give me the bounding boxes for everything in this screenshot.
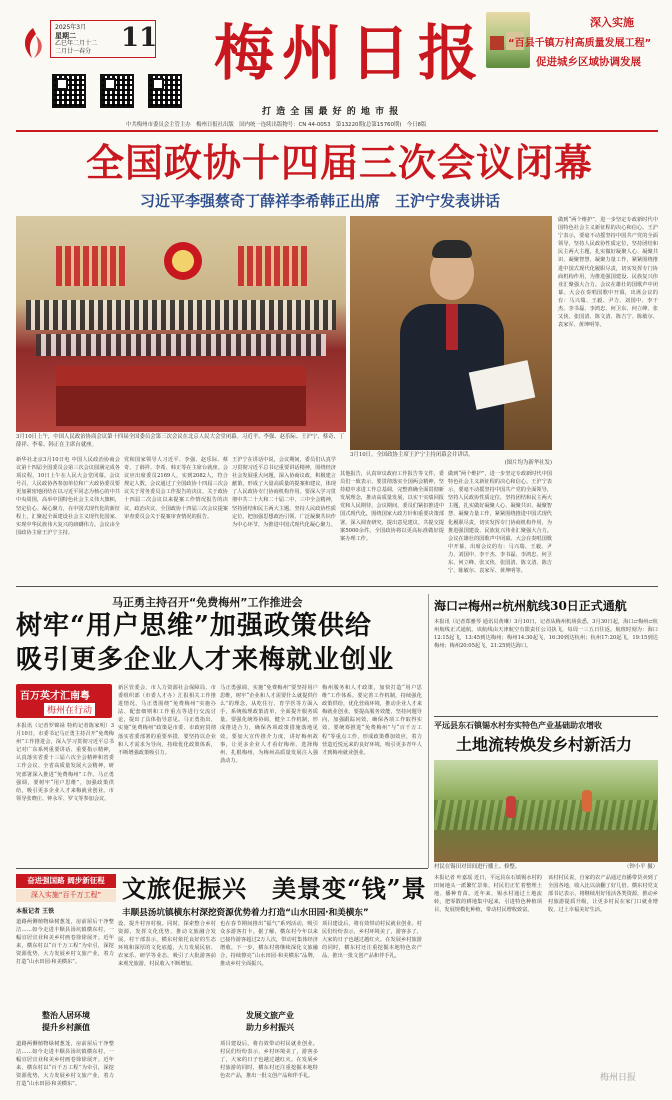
story5-badge-title: 奋进强国路 阔步新征程	[16, 874, 116, 888]
masthead	[16, 12, 658, 130]
story5-side-title-2	[228, 1010, 312, 1034]
lead-photo-caption-left: 3月10日上午，中国人民政治协商会议第十四届全国委员会第三次会议在北京人民大会堂闭幕。习近平、李强、赵乐际、王沪宁、蔡奇、丁薛祥、李希、韩正在主席台就座。	[16, 434, 345, 448]
section-rule-3	[16, 868, 428, 869]
story2-badge-sub: 梅州在行动	[44, 703, 95, 716]
slogan: 打 造 全 国 最 好 的 地 市 报	[262, 107, 400, 117]
story4-column-2: 该村村民说，自家的农产品通过直播带货卖到了全国各地，收入比以前翻了好几倍。横东村党支部书记表示，将继续用好用活各类资源，推动乡村旅游提质升级，让更多村民在家门口就业增收，过上幸福美好生活。	[548, 875, 658, 914]
story5-side-title-line-3: 发展文旅产业	[246, 1011, 294, 1020]
story4-column-1: 本报记者 叶嘉瑶 近日，平远县东石镇锡水村的田间地头一派繁忙景象，村民们正忙着整理土地、播种育苗。近年来，锡水村通过土地流转，把零散的耕地集中起来，引进特色种植项目，发展规模化种植，带动村民增收致富。	[434, 875, 542, 914]
story5-column-3b: 项目建设后，将有效带动村民就业创业。村民们纷纷表示，乡村环境美了，游客多了，大家的日子也越过越红火。在发展乡村旅游的同时，横东村还注重挖掘本地特色农产品，推出一批文创产品和伴手礼。	[220, 1041, 318, 1080]
lead-column-2: 党和国家领导人习近平、李强、赵乐际、蔡奇、丁薛祥、李希、韩正等在主席台就座。会议应出席委员2169人，实到2082人，符合规定人数。会议通过了全国政协十四届三次会议关于常务委员会工作报告的决议、关于政协十四届二次会议以来提案工作情况报告的决议、政治决议、全国政协十四届三次会议提案审查委员会关于提案审查情况的报告。	[124, 457, 228, 520]
lead-column-side: 做到“两个维护”，进一步坚定专政新时代中国特色社会主义新征程的决心和信心。王沪宁表示，要毫不动摇坚持中国共产党的全面领导，坚持人民政协性质定位，坚持团结和民主两大主题，扎实做好凝聚人心、凝聚共识、凝聚智慧、凝聚力量工作，紧紧围绕推进中国式现代化履职尽责，切实发挥专门协商机构作用，为推进强国建设、民族复兴伟业汇聚强大合力。会议在雄壮的国歌声中闭幕。大会在奏唱国歌中开幕，出席会议的有：马兴瑞、王毅、尹力、刘国中、李干杰、李书磊、李鸿忠、何卫东、何立峰、张又侠、张国清、陈文清、陈吉宁、陈敏尔、袁家军、黄坤明等。	[558, 217, 658, 329]
story4-kicker: 平远县东石镇锡水村夯实特色产业基础助农增收	[434, 721, 602, 730]
story2-headline-1: 树牢“用户思维”加强政策供给	[16, 611, 372, 641]
info-line: 中共梅州市委员会主管主办 梅州日报社出版 国内统一连续出版物号：CN 44-0053 第13220期(总第15760期) 今日8版	[126, 122, 427, 128]
story3-body: 本报讯（记者郑雅琴 通讯员黄琳）3月10日，记者从梅州机场获悉，3月30日起，海口⇄梅州⇄杭州航线正式通航。该航线由天津航空有限责任公司执飞，每周一三五日往返。航班时刻为：海口12:15起飞，13:45到达梅州；梅州14:30起飞，16:30到达杭州；杭州17:20起飞，19:15到达梅州；梅州20:05起飞，21:25到达海口。	[434, 619, 658, 650]
story5-byline: 本报记者 王铁	[16, 908, 55, 915]
lead-column-3: 王沪宁在讲话中说，会议期间，委员们认真学习贯彻习近平总书记重要讲话精神，围绕经济社会发展重大问题，深入协商议政，积极建言献策，形成了大量高质量的提案和建议，体现了人民政协专门协商机构作用。要深入学习贯彻中共二十大和二十届二中、三中全会精神，坚持团结和民主两大主题，坚持人民政协性质定位，把加强思想政治引领、广泛凝聚共识作为中心环节，为推进中国式现代化凝心聚力。	[232, 457, 336, 528]
story5-side-title-line-1: 整治人居环境	[42, 1011, 90, 1020]
date-box	[50, 20, 156, 58]
lead-photo-hall	[16, 216, 346, 432]
section-rule-1	[16, 586, 658, 587]
masthead-rule	[16, 130, 658, 132]
lead-photo-caption-right: 3月10日，全国政协主席王沪宁主持闭幕会并讲话。	[350, 452, 474, 458]
story4-photo-field	[434, 760, 658, 862]
story2-column-2: 新区管委会、市人力资源社会保障局、市委组织部（市委人才办）汇报相关工作推进情况，马正勇围绕“免费梅州”实施办法、配套细则和工作重点等进行交流讨论，提出了具体指导意见。马正勇指出，实施“免费梅州”政策是市委、市政府贯彻落实省委部署的重要举措，要坚持以企业和人才需求为导向，持续优化政策体系，不断增强政策吸引力。	[118, 685, 216, 756]
story5-column-3: 也在春节期间推出“福气”系列活动，吸引众多游客打卡。据了解，横东村今年以来已接待游客超过2万人次，带动村集体经济增收。下一步，横东村将继续深化文旅融合，持续擦亮“山水田园·和美横东”品牌，推动乡村全面振兴。	[220, 921, 318, 968]
lead-subhead: 习近平李强蔡奇丁薛祥李希韩正出席 王沪宁发表讲话	[140, 192, 501, 210]
story2-kicker: 马正勇主持召开“免费梅州”工作推进会	[112, 596, 303, 609]
qr-code-app	[52, 74, 86, 108]
story5-column-2: 设、提升村容村貌。同时，探索整合乡村资源，发挥文化优势，推动文旅融合发展。村干部表示，横东村依托良好的生态环境和深厚的文化底蕴，大力发展民宿、农家乐、研学等业态，吸引了大批游客前来观光旅游，村民收入不断增加。	[118, 921, 216, 968]
newspaper-logo	[18, 26, 48, 60]
lead-column-1: 新华社北京3月10日电 中国人民政治协商会议第十四届全国委员会第三次会议圆满完成各项议程，10日上午在人民大会堂闭幕。会议号召，人民政协各参加单位和广大政协委员要更加紧密地团结在以习近平同志为核心的中共中央周围，高举中国特色社会主义伟大旗帜，坚定信心、凝心聚力，在中国式现代化的新征程上，汇聚起全面建设社会主义现代化国家、实现中华民族伟大复兴的磅礴伟力。会议由全国政协主席王沪宁主持。	[16, 457, 120, 536]
column-divider	[428, 594, 429, 868]
story5-side-title-1	[24, 1010, 108, 1034]
lunar-date-1: 乙巳年二月十二	[55, 40, 98, 47]
story4-caption: 村民在锡田对田间进行播土、修整。	[434, 864, 521, 870]
weekday: 星期二	[55, 32, 76, 40]
lead-photo-speaker	[350, 216, 552, 450]
promo-top: 深入实施	[590, 16, 634, 29]
story2-badge-title: 百万英才汇南粤	[20, 691, 90, 702]
story5-side-title-line-4: 助力乡村振兴	[246, 1023, 294, 1032]
watermark: 梅州日报	[600, 1073, 637, 1083]
story5-column-1: 道路两侧植物绿树葱茏，房前屋后干净整洁……如今走进丰顺县汤坑镇横东村，一幅宜居宜业和美乡村画卷徐徐展开。近年来，横东村以“百千万工程”为牵引，深挖资源优势，大力发展乡村文旅产业，着力打造“山水田园·和美横东”。	[16, 919, 114, 966]
lead-column-4: 其他报告，认真审议政府工作报告等文件，委员们一致表示，要贯彻落实全国两会精神，坚持稳中求进工作总基调，完整准确全面贯彻新发展理念，推动高质量发展，以实干实绩回报党和人民期待。会议期间，委员们紧扣推进中国式现代化，围绕国家大政方针和重要决策部署，深入调查研究，提出意见建议，共提交提案5000余件。全国政协将以更高标准做好提案办理工作。	[340, 471, 444, 542]
story5-badge-sub: 深入实施“百千万工程”	[16, 889, 116, 902]
lead-column-5: 做到“两个维护”，进一步坚定专政新时代中国特色社会主义新征程的决心和信心。王沪宁表示，要毫不动摇坚持中国共产党的全面领导，坚持人民政协性质定位，坚持团结和民主两大主题，扎实做好凝聚人心、凝聚共识、凝聚智慧、凝聚力量工作，紧紧围绕推进中国式现代化履职尽责，切实发挥专门协商机构作用，为推进强国建设、民族复兴伟业汇聚强大合力。会议在雄壮的国歌声中闭幕。大会在奏唱国歌中开幕，出席会议的有：马兴瑞、王毅、尹力、刘国中、李干杰、李书磊、李鸿忠、何卫东、何立峰、张又侠、张国清、陈文清、陈吉宁、陈敏尔、袁家军、黄坤明等。	[448, 471, 552, 575]
qr-code-weibo	[148, 74, 182, 108]
story5-column-4: 项目建设后，将有效带动村民就业创业。村民们纷纷表示，乡村环境美了，游客多了，大家的日子也越过越红火。在发展乡村旅游的同时，横东村还注重挖掘本地特色农产品，推出一批文创产品和伴手礼。	[322, 921, 422, 960]
story4-credit: （钟小平 摄）	[623, 864, 658, 870]
story5-side-title-line-2: 提升乡村颜值	[42, 1023, 90, 1032]
story2-column-3: 马正勇强调，实施“免费梅州”要坚持用户思维，树牢“企业和人才需要什么就提供什么”的理念，从吃住行、育学医等方面入手，系统梳理政策清单，全面提升服务质量。要强化统筹协调，健全工作机制，形成推进合力，确保各项政策措施落地见效。要加大宣传推介力度，讲好梅州故事，让更多企业人才看好梅州、选择梅州、扎根梅州，为梅州高质量发展注入强劲动力。	[220, 685, 318, 764]
promo-sub: 促进城乡区域协调发展	[536, 56, 641, 68]
qr-code-wechat	[100, 74, 134, 108]
newspaper-title: 梅州日报	[214, 19, 486, 89]
day-number: 11	[121, 23, 158, 53]
story5-subhead: 丰顺县汤坑镇横东村深挖资源优势着力打造“山水田园·和美横东”	[122, 908, 369, 918]
promo-main: “百县千镇万村高质量发展工程”	[508, 38, 652, 49]
story2-column-1: 本报讯（记者罗锦禄 特约记者陈家明）3月10日，市委书记马正勇主持召开“免费梅州”工作推进会，深入学习贯彻习近平总书记对广东系列重要讲话、重要指示精神，认真落实省委十三届六次全会精神和省委工作会议、全省高质量发展大会精神，研究部署深入推进“免费梅州”工作。马正勇强调，要树牢“用户思维”，加强政策供给，吸引更多企业人才来梅就业创业。市领导张晓庄、钟永军、罗文等参加会议。	[16, 723, 114, 802]
story5-badge	[16, 874, 116, 904]
story2-badge	[16, 684, 112, 718]
story2-headline-2: 吸引更多企业人才来梅就业创业	[16, 645, 395, 675]
section-rule-2	[434, 716, 658, 717]
date-line: 2025年3月	[55, 24, 87, 31]
promo-banner	[486, 12, 658, 92]
lead-headline: 全国政协十四届三次会议闭幕	[86, 140, 594, 185]
story3-headline: 海口⇄梅州⇄杭州航线30日正式通航	[434, 599, 627, 613]
story5-column-1b: 道路两侧植物绿树葱茏，房前屋后干净整洁……如今走进丰顺县汤坑镇横东村，一幅宜居宜业和美乡村画卷徐徐展开。近年来，横东村以“百千万工程”为牵引，深挖资源优势，大力发展乡村文旅产业，着力打造“山水田园·和美横东”。	[16, 1041, 114, 1088]
story5-headline: 文旅促振兴 美景变“钱”景	[122, 874, 427, 903]
lead-photo-credit: (图片均为新华社发)	[504, 460, 552, 466]
lunar-date-2: 二月廿一春分	[55, 48, 92, 55]
story2-column-4: 梅州服务和人才政策，加快打造“用户思维”工作体系。要完善工作机制，持续强化政策供给，优化营商环境，推动企业人才来梅就业创业。要提高服务效能，坚持问题导向，加强跟踪问效，确保各项工作取得实效。要统筹推进“免费梅州”与“百千万工程”等重点工作，形成政策叠加效应，着力营造近悦远来的良好环境，吸引更多青年人才到梅州就业创业。	[322, 685, 422, 756]
story4-headline: 土地流转焕发乡村新活力	[456, 735, 633, 754]
